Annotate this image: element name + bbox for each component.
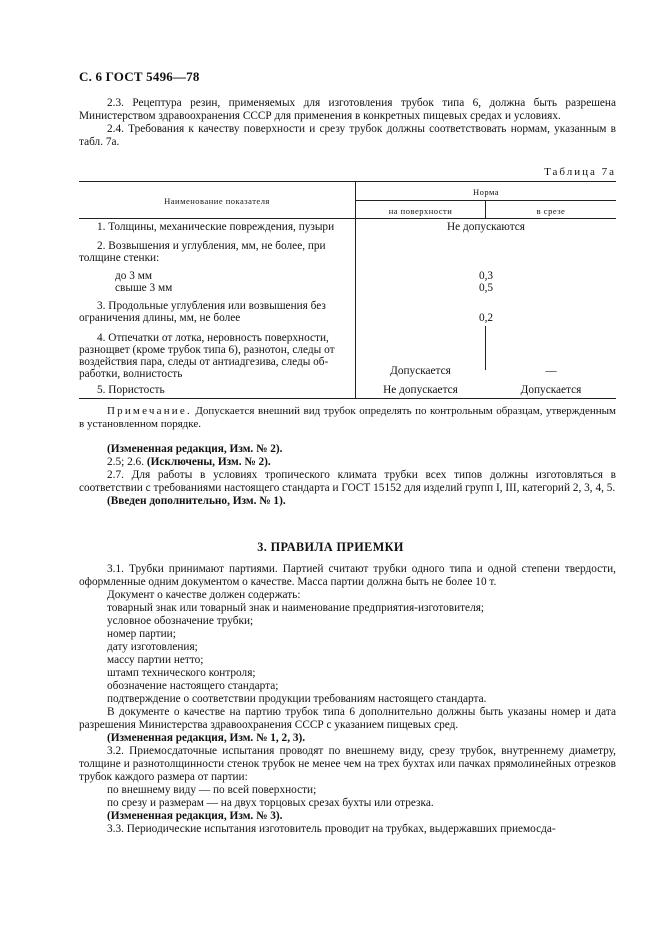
section-3-body (79, 563, 616, 836)
row4-name-line3: воздействия пара, следы от антиадгезива, следы об- (79, 356, 329, 368)
note-label: Примечание. (107, 405, 192, 417)
row2-value-1: 0,3 (478, 270, 494, 282)
item-cut: по срезу и размерам — на двух торцовых срезах бухты или отрезка. (107, 797, 434, 809)
paragraph-2-3: 2.3. Рецептура резин, применяемых для изготовления трубок типа 6, должна быть разрешена Министерством здравоохранения СССР для применения в конкретных пищевых средах и условиях. (79, 97, 616, 122)
doc-item: товарный знак или товарный знак и наименование предприятия-изготовителя; (107, 602, 485, 614)
doc-item: массу партии нетто; (107, 654, 204, 666)
doc-item: штамп технического контроля; (107, 667, 256, 679)
row4-name-line1: 4. Отпечатки от лотка, неровность поверхности, (97, 332, 329, 344)
row3-value: 0,2 (478, 312, 494, 324)
table-note (79, 405, 616, 431)
row2-sub-1: до 3 мм (115, 270, 152, 282)
doc-item: обозначение настоящего стандарта; (107, 680, 279, 692)
table-subcolumn-divider-body (485, 326, 486, 370)
row4-name-line2: разнощвет (кроме трубок типа 6), разнотон, следы от (79, 344, 335, 356)
row5-surface: Не допускается (383, 384, 458, 396)
paragraph-2-5-bold: (Исключены, Изм. № 2). (146, 456, 271, 468)
table-header-rule (79, 218, 616, 219)
paragraph-type6: В документе о качестве на партию трубок типа 6 дополнительно должны быть указаны номер и дата разрешения Министерства здравоохранения СССР с указанием пищевых сред. (79, 706, 616, 731)
edit-note-4: (Измененная редакция, Изм. № 3). (107, 810, 283, 822)
page-header: С. 6 ГОСТ 5496—78 (79, 69, 200, 84)
table-caption: Таблица 7а (544, 166, 616, 178)
row2-name-line1: 2. Возвышения и углубления, мм, не более, при (97, 240, 326, 252)
column-header-cut: в срезе (536, 206, 566, 216)
column-header-surface: на поверхности (388, 206, 453, 216)
paragraph-3-3: 3.3. Периодические испытания изготовитель проводит на трубках, выдержавших приемосда- (107, 823, 556, 835)
paragraph-2-4: 2.4. Требования к качеству поверхности и срезу трубок должны соответствовать нормам, указанным в табл. 7а. (79, 123, 616, 148)
paragraph-3-1: 3.1. Трубки принимают партиями. Партией считают трубки одного типа и одной степени твердости, оформленные одним документом о качестве. Масса партии должна быть не более 10 т. (79, 563, 616, 588)
table-top-rule (79, 181, 616, 182)
doc-item: подтверждение о соответствии продукции требованиям настоящего стандарта. (107, 693, 487, 705)
row3-name-line2: ограничения длины, мм, не более (79, 312, 241, 324)
row3-name-line1: 3. Продольные углубления или возвышения без (97, 300, 326, 312)
row1-name: 1. Толщины, механические повреждения, пузыри (97, 221, 335, 233)
section-title: 3. ПРАВИЛА ПРИЕМКИ (257, 540, 404, 554)
intro-paragraphs (79, 97, 616, 149)
edit-note-2: (Введен дополнительно, Изм. № 1). (107, 495, 286, 507)
row4-name-line4: работки, волнистость (79, 368, 183, 380)
doc-intro: Документ о качестве должен содержать: (107, 589, 301, 601)
paragraph-3-2: 3.2. Приемосдаточные испытания проводят по внешнему виду, срезу трубок, внутреннему диаметру, толщине и разнотолщинности стенок трубок не менее чем на трех бухтах или пачках прямолинейных отрезков трубок каждого размера от партии: (79, 745, 616, 783)
row2-name-line2: толщине стенки: (79, 252, 160, 264)
doc-item: условное обозначение трубки; (107, 615, 254, 627)
column-header-norm: Норма (472, 187, 500, 197)
paragraph-2-7: 2.7. Для работы в условиях тропического климата трубки всех типов должны изготовляться в соответствии с требованиями настоящего стандарта и ГОСТ 15152 для изделий групп I, III, категорий 2, 3, 4, 5. (79, 469, 616, 494)
doc-item: номер партии; (107, 628, 176, 640)
edit-note-3: (Измененная редакция, Изм. № 1, 2, 3). (107, 732, 306, 744)
row4-cut: — (545, 365, 557, 377)
paragraph-2-5-prefix: 2.5; 2.6. (107, 456, 147, 468)
edits-and-2-7 (79, 443, 616, 508)
table-bottom-rule (79, 398, 616, 399)
row5-name: 5. Пористость (97, 384, 165, 396)
paragraph-2-5 (79, 456, 616, 469)
note-text: Допускается внешний вид трубок определять по контрольным образцам, утвержденным в установленном порядке. (79, 405, 616, 430)
row4-surface: Допускается (390, 365, 451, 377)
row5-cut: Допускается (520, 384, 582, 396)
row2-value-2: 0,5 (478, 282, 494, 294)
row2-sub-2: свыше 3 мм (115, 282, 173, 294)
column-header-name: Наименование показателя (164, 196, 270, 206)
edit-note-1: (Измененная редакция, Изм. № 2). (107, 443, 283, 455)
table-7a (79, 181, 616, 399)
row1-value: Не допускаются (446, 221, 525, 233)
doc-item: дату изготовления; (107, 641, 198, 653)
item-external: по внешнему виду — по всей поверхности; (107, 784, 317, 796)
